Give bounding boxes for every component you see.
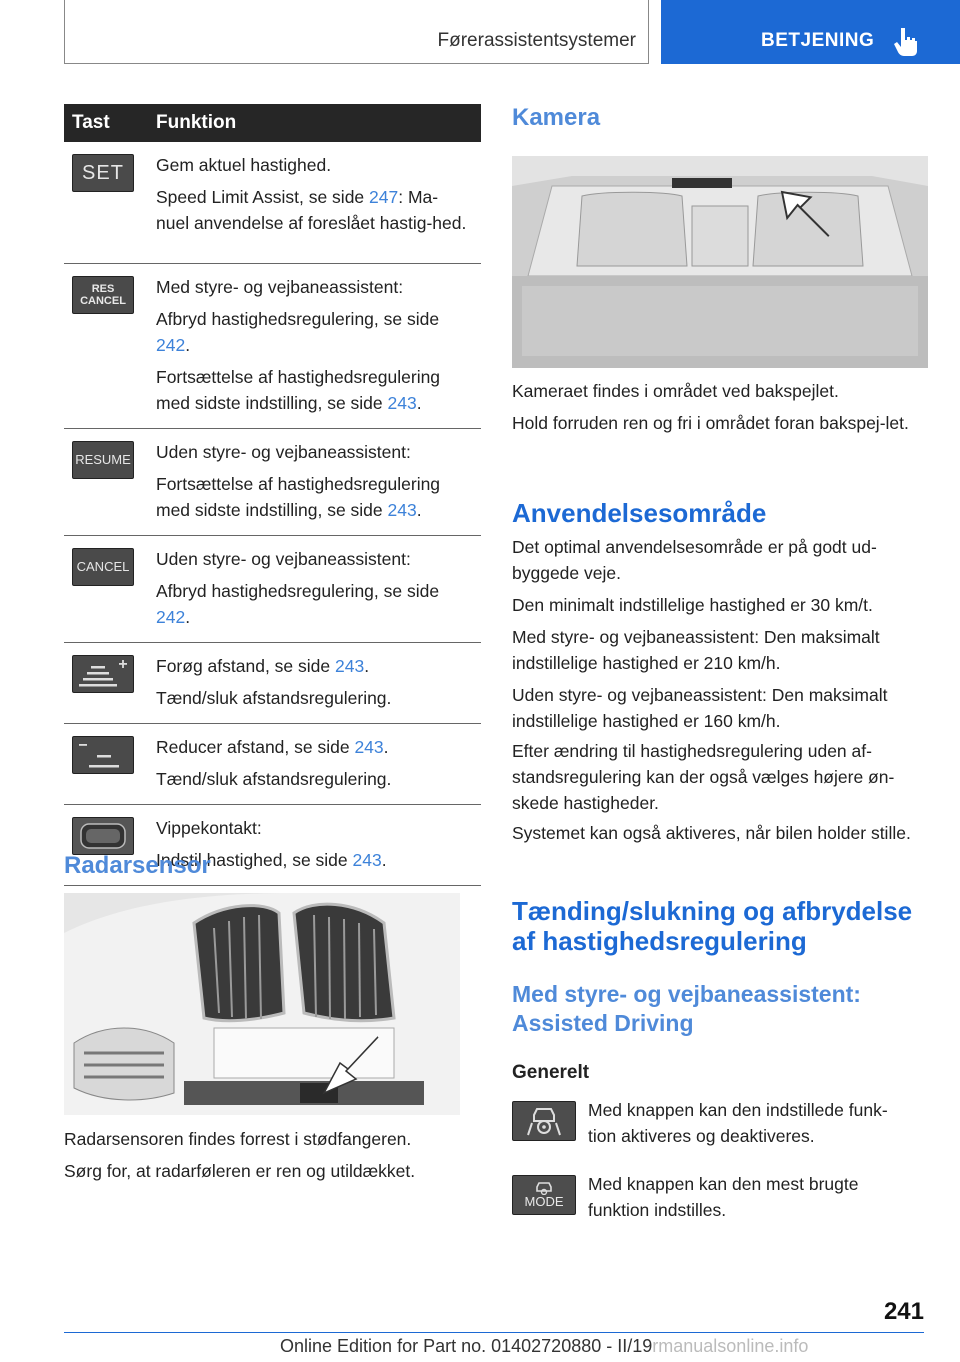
row-text: Fortsættelse af hastighedsregulering med sidste indstilling, se side 243. — [156, 366, 441, 413]
row-text: Fortsættelse af hastighedsregulering med sidste indstilling, se side 243. — [156, 473, 441, 520]
usage-paragraph-1: Det optimal anvendelsesområde er på godt ud-byggede veje. — [512, 537, 877, 583]
table-row — [64, 428, 481, 535]
page-link[interactable]: 243 — [387, 499, 417, 520]
camera-paragraph-1: Kameraet findes i området ved bakspejlet. — [512, 381, 839, 401]
page-link[interactable]: 243 — [352, 849, 382, 870]
row-text: Indstil hastighed, se side 243. — [156, 849, 387, 870]
page-link[interactable]: 243 — [387, 392, 417, 413]
table-row — [64, 642, 481, 723]
row-text: Tænd/sluk afstandsregulering. — [156, 768, 392, 789]
row-text: Speed Limit Assist, se side 247: Ma-nuel anvendelse af foreslået hastig-hed. — [156, 187, 467, 233]
camera-interior-photo — [512, 156, 928, 368]
row-text: Uden styre- og vejbaneassistent: — [156, 548, 411, 569]
usage-paragraph-2: Den minimalt indstillelige hastighed er 30 km/t. — [512, 595, 873, 615]
radar-paragraph-1: Radarsensoren findes forrest i stødfangeren. — [64, 1129, 412, 1149]
table-row — [64, 723, 481, 804]
distance-increase-icon — [72, 655, 134, 693]
page-number: 241 — [883, 1298, 924, 1325]
hand-pointer-icon — [893, 26, 921, 56]
mode-description: Med knappen kan den mest brugte funktion indstilles. — [588, 1174, 859, 1220]
assisted-driving-description: Med knappen kan den indstillede funk-tion aktiveres og deaktiveres. — [588, 1100, 888, 1146]
table-header-row — [64, 104, 481, 142]
header-section-box — [64, 0, 649, 64]
row-text: Vippekontakt: — [156, 817, 262, 838]
table-row — [64, 535, 481, 642]
camera-paragraph-2: Hold forruden ren og fri i området foran bakspej-let. — [512, 413, 909, 433]
table-row — [64, 263, 481, 428]
row-text: Reducer afstand, se side 243. — [156, 736, 389, 757]
page-link[interactable]: 243 — [334, 655, 365, 676]
page-link[interactable]: 242 — [156, 334, 186, 355]
chapter-title: BETJENING — [761, 30, 875, 51]
resume-button-icon: RESUME — [72, 441, 134, 479]
row-text: Gem aktuel hastighed. — [156, 155, 332, 175]
radar-heading: Radarsensor — [64, 852, 211, 879]
row-text: Tænd/sluk afstandsregulering. — [156, 687, 392, 708]
row-text: Uden styre- og vejbaneassistent: — [156, 441, 411, 462]
mode-button-icon: MODE — [512, 1175, 576, 1215]
usage-paragraph-3: Med styre- og vejbaneassistent: Den maksimalt indstillelige hastighed er 210 km/h. — [512, 627, 880, 673]
radar-paragraph-2: Sørg for, at radarføleren er ren og utildækket. — [64, 1161, 416, 1181]
set-button-icon: SET — [72, 154, 134, 192]
res-cancel-button-icon: RES CANCEL — [72, 276, 134, 314]
general-heading: Generelt — [512, 1062, 590, 1083]
page-link[interactable]: 243 — [354, 736, 384, 757]
section-title: Førerassistentsystemer — [437, 30, 636, 51]
usage-paragraph-4: Uden styre- og vejbaneassistent: Den maksimalt indstillelige hastighed er 160 km/h. — [512, 685, 888, 731]
distance-decrease-icon — [72, 736, 134, 774]
row-text: Med styre- og vejbaneassistent: — [156, 276, 404, 297]
page-link[interactable]: 247 — [369, 187, 399, 207]
page-link[interactable]: 242 — [156, 606, 186, 627]
footer-edition: Online Edition for Part no. 01402720880 - II/19rmanualsonline.info — [280, 1336, 809, 1356]
footer-rule — [64, 1332, 924, 1333]
cancel-button-icon: CANCEL — [72, 548, 134, 586]
usage-paragraph-5: Efter ændring til hastighedsregulering uden af-standsregulering kan der også vælges højere øn-skede hastigheder. — [512, 741, 895, 813]
assisted-driving-subheading: Med styre- og vejbaneassistent: Assisted Driving — [512, 981, 861, 1036]
usage-heading: Anvendelsesområde — [512, 498, 767, 528]
col-header-function: Funktion — [152, 104, 481, 142]
usage-paragraph-6: Systemet kan også aktiveres, når bilen holder stille. — [512, 823, 911, 843]
chapter-tab[interactable] — [661, 0, 960, 64]
row-text: Afbryd hastighedsregulering, se side 242. — [156, 580, 440, 627]
key-function-table — [64, 104, 481, 886]
table-row — [64, 142, 481, 263]
row-text: Afbryd hastighedsregulering, se side 242. — [156, 308, 440, 355]
col-header-key: Tast — [64, 104, 152, 142]
radar-sensor-photo — [64, 893, 460, 1115]
row-text: Forøg afstand, se side 243. — [156, 655, 370, 676]
watermark: rmanualsonline.info — [652, 1336, 809, 1356]
assisted-driving-button-icon — [512, 1101, 576, 1141]
activation-heading: Tænding/slukning og afbrydelse af hastighedsregulering — [512, 896, 913, 956]
rocker-switch-icon — [72, 817, 134, 855]
camera-heading: Kamera — [512, 104, 601, 131]
